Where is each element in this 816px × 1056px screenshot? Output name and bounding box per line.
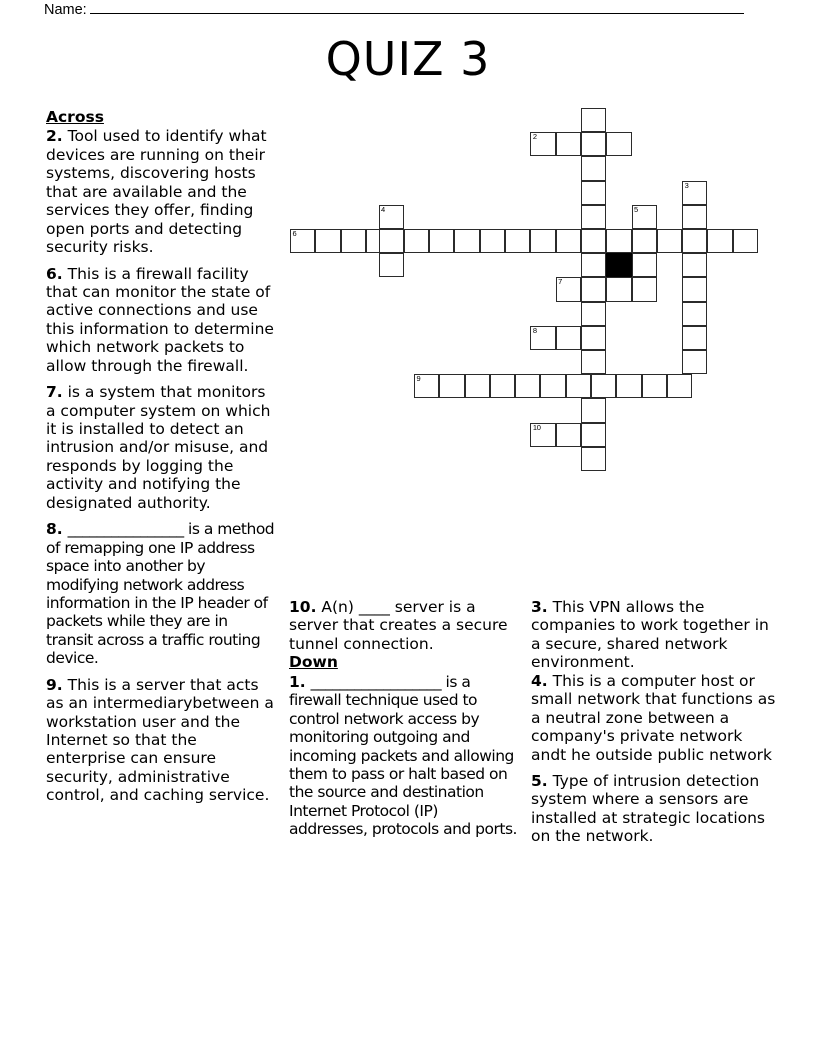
name-write-line[interactable] <box>90 0 744 14</box>
crossword-cell[interactable] <box>606 277 631 301</box>
crossword-cell[interactable] <box>581 108 606 132</box>
crossword-cell[interactable] <box>556 277 581 301</box>
page-title: QUIZ 3 <box>325 32 491 86</box>
clue-text: Tool used to identify what devices are running on their systems, discovering hosts that are available and the services they offer, finding open ports and detecting security risks. <box>46 127 267 257</box>
crossword-cell[interactable] <box>341 229 366 253</box>
clue-number: 1. <box>289 672 306 691</box>
clue-down-3 <box>531 598 776 672</box>
crossword-cell-number: 7 <box>558 277 563 287</box>
down-clue-column-right <box>531 598 776 854</box>
crossword-cell[interactable] <box>591 374 616 398</box>
clue-down-1 <box>289 673 519 839</box>
clue-across-2 <box>46 127 278 256</box>
crossword-cell[interactable] <box>315 229 340 253</box>
clue-number: 10. <box>289 598 317 616</box>
crossword-grid[interactable] <box>285 104 755 479</box>
crossword-cell[interactable] <box>657 229 682 253</box>
crossword-cell[interactable] <box>733 229 758 253</box>
crossword-cell[interactable] <box>581 253 606 277</box>
clue-column-middle <box>289 598 519 847</box>
crossword-cell[interactable] <box>606 229 631 253</box>
clue-number: 3. <box>531 598 548 616</box>
crossword-cell[interactable] <box>581 398 606 422</box>
crossword-cell[interactable] <box>454 229 479 253</box>
crossword-cell[interactable] <box>682 277 707 301</box>
crossword-cell[interactable] <box>480 229 505 253</box>
crossword-cell[interactable] <box>581 326 606 350</box>
crossword-cell[interactable] <box>290 229 315 253</box>
crossword-cell[interactable] <box>581 205 606 229</box>
crossword-cell[interactable] <box>581 277 606 301</box>
clue-across-7 <box>46 383 278 512</box>
crossword-cell[interactable] <box>581 302 606 326</box>
clue-text: A(n) ____ server is a server that creates a secure tunnel connection. <box>289 598 508 653</box>
clue-down-5 <box>531 772 776 846</box>
clue-across-10 <box>289 598 519 653</box>
name-row <box>44 0 744 18</box>
crossword-cell[interactable] <box>556 132 581 156</box>
crossword-block-cell <box>606 253 631 277</box>
crossword-cell[interactable] <box>530 326 555 350</box>
clue-down-4 <box>531 672 776 764</box>
crossword-cell-number: 8 <box>532 325 537 335</box>
clue-text: Type of intrusion detection system where a sensors are installed at strategic locations on the network. <box>531 771 766 846</box>
clue-number: 9. <box>46 675 63 694</box>
clue-number: 4. <box>531 671 548 690</box>
crossword-cell[interactable] <box>581 181 606 205</box>
crossword-cell[interactable] <box>632 277 657 301</box>
clue-text: is a system that monitors a computer system on which it is installed to detect an intrusion and/or misuse, and responds by logging the activity and notifying the designated authority. <box>46 383 271 512</box>
crossword-cell[interactable] <box>379 205 404 229</box>
across-heading: Across <box>46 108 104 126</box>
crossword-cell[interactable] <box>581 156 606 180</box>
crossword-cell-number: 5 <box>634 204 638 214</box>
crossword-cell[interactable] <box>540 374 565 398</box>
name-label: Name: <box>44 2 87 18</box>
crossword-cell[interactable] <box>682 205 707 229</box>
crossword-cell[interactable] <box>581 132 606 156</box>
clue-text: This is a computer host or small network that functions as a neutral zone between a company's private network andt he outside public network <box>531 671 776 764</box>
clue-number: 2. <box>46 127 63 146</box>
crossword-cell[interactable] <box>581 350 606 374</box>
crossword-cell[interactable] <box>465 374 490 398</box>
crossword-cell[interactable] <box>505 229 530 253</box>
crossword-cell[interactable] <box>556 326 581 350</box>
crossword-cell[interactable] <box>632 205 657 229</box>
crossword-cell-number: 6 <box>292 229 297 238</box>
crossword-cell-number: 2 <box>532 132 537 142</box>
crossword-cell[interactable] <box>581 447 606 471</box>
clue-text: This VPN allows the companies to work together in a secure, shared network environment. <box>531 598 769 672</box>
crossword-cell[interactable] <box>530 132 555 156</box>
clue-across-6 <box>46 265 278 376</box>
clue-number: 8. <box>46 520 63 539</box>
across-clue-column-left <box>46 108 278 813</box>
crossword-cell[interactable] <box>682 253 707 277</box>
crossword-cell-number: 3 <box>684 180 689 190</box>
crossword-cell[interactable] <box>682 350 707 374</box>
crossword-cell[interactable] <box>682 302 707 326</box>
crossword-cell[interactable] <box>530 423 555 447</box>
clue-across-8 <box>46 520 278 668</box>
clue-text: ________________ is a method of remapping one IP address space into another by modifying network address information in the IP header of packets while they are in transit across a traffic routing device. <box>46 520 275 668</box>
clue-number: 5. <box>531 771 548 790</box>
crossword-cell[interactable] <box>606 132 631 156</box>
crossword-cell[interactable] <box>581 229 606 253</box>
crossword-cell-number: 10 <box>532 422 541 432</box>
crossword-cell[interactable] <box>490 374 515 398</box>
crossword-cell[interactable] <box>682 229 707 253</box>
crossword-cell[interactable] <box>632 253 657 277</box>
crossword-cell[interactable] <box>616 374 641 398</box>
crossword-cell[interactable] <box>642 374 667 398</box>
crossword-cell-number: 9 <box>416 374 421 384</box>
down-heading: Down <box>289 653 338 672</box>
crossword-cell[interactable] <box>667 374 692 398</box>
clue-text: __________________ is a firewall technique used to control network access by monitoring outgoing and incoming packets and allowing them to pass or halt based on the source and destination Internet Protocol (IP) addresses, protocols and ports. <box>289 672 517 839</box>
clue-text: This is a server that acts as an intermediarybetween a workstation user and the Internet so that the enterprise can ensure security, administrative control, and caching service. <box>46 675 274 805</box>
crossword-cell[interactable] <box>439 374 464 398</box>
crossword-cell[interactable] <box>404 229 429 253</box>
clue-number: 7. <box>46 383 63 402</box>
crossword-cell[interactable] <box>515 374 540 398</box>
crossword-cell[interactable] <box>566 374 591 398</box>
crossword-cell[interactable] <box>379 253 404 277</box>
crossword-cell[interactable] <box>581 423 606 447</box>
crossword-cell[interactable] <box>682 181 707 205</box>
crossword-cell[interactable] <box>682 326 707 350</box>
crossword-cell[interactable] <box>632 229 657 253</box>
clue-number: 6. <box>46 264 63 283</box>
crossword-cell-number: 4 <box>381 204 385 214</box>
crossword-cell[interactable] <box>530 229 555 253</box>
clue-text: This is a firewall facility that can monitor the state of active connections and use this information to determine which network packets to allow through the firewall. <box>46 264 274 375</box>
crossword-cell[interactable] <box>414 374 439 398</box>
crossword-cell[interactable] <box>707 229 732 253</box>
clue-across-9 <box>46 676 278 805</box>
crossword-cell[interactable] <box>379 229 404 253</box>
crossword-cell[interactable] <box>429 229 454 253</box>
crossword-cell[interactable] <box>556 423 581 447</box>
crossword-cell[interactable] <box>556 229 581 253</box>
